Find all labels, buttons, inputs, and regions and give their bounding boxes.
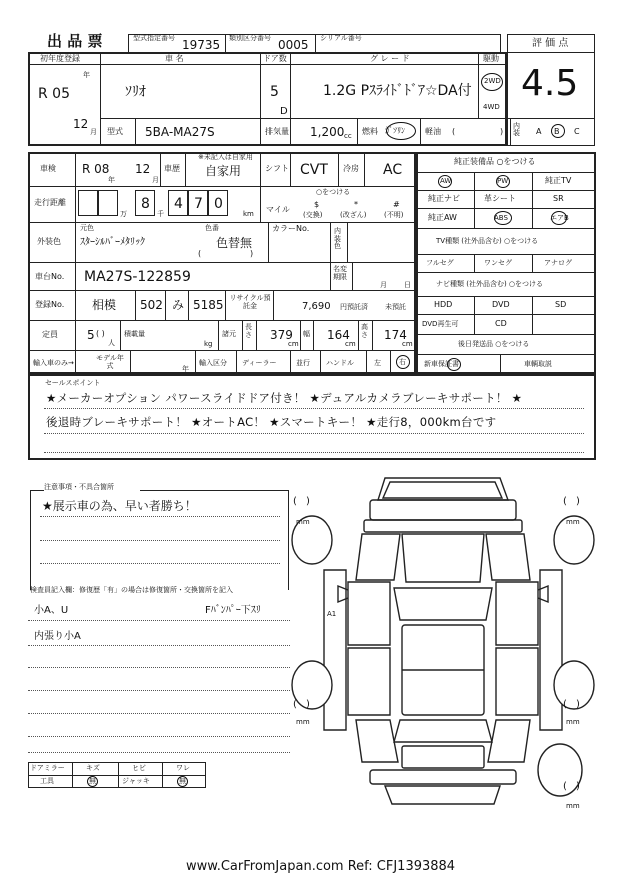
divider (290, 52, 291, 146)
mileage-digit-box: 4 (168, 190, 188, 216)
inspector-label: 検査員記入欄：修復歴「有」の場合は修復箇所・交換箇所を記入 (30, 586, 233, 594)
shift-label: シフト (265, 164, 289, 173)
divider (416, 334, 596, 335)
divider (225, 34, 226, 52)
tv-fullseg: フルセグ (426, 259, 454, 267)
tire-rl-bracket-close: ) (306, 699, 310, 710)
registration-number: 5185 (193, 298, 224, 312)
tire-rl-mm: mm (296, 718, 310, 726)
divider (260, 152, 261, 186)
divider (135, 118, 136, 146)
score-value: 4.5 (521, 63, 579, 104)
navi-dvd: DVD (492, 300, 510, 309)
height-label: 高さ (361, 323, 368, 339)
divider (290, 350, 291, 374)
first-reg-month: 12 (73, 117, 89, 131)
usage-note: ※未記入は自家用 (198, 153, 253, 161)
divider (28, 690, 290, 691)
registration-label: 登録No. (35, 300, 65, 309)
shift-value: CVT (300, 162, 328, 178)
light-oil-paren-close: ) (500, 127, 504, 136)
fuel-label: 燃料 (362, 127, 378, 136)
divider (416, 272, 596, 273)
tire-rr-bracket-close: ) (576, 699, 580, 710)
usage-value: 自家用 (205, 164, 242, 178)
divider (478, 52, 479, 118)
mileage-circle-note: ○をつける (316, 188, 351, 196)
tire-fl-mm: mm (296, 518, 310, 526)
sales-point-line1: ★メーカーオプション パワースライドドア付き！ ★デュアルカメラブレーキサポート！ ★ (46, 391, 523, 405)
divider (352, 262, 353, 290)
interior-label: 内装 (513, 122, 520, 137)
equip-genuine-aw: 純正AW (428, 213, 457, 222)
expiry-month-label: 月 (380, 281, 387, 289)
tire-fl-bracket-close: ) (306, 496, 310, 507)
divider (338, 152, 339, 186)
divider (100, 118, 507, 119)
divider (416, 190, 596, 191)
tamper-label: (改ざん) (340, 211, 367, 219)
divider (416, 314, 596, 315)
load-unit: kg (204, 340, 213, 348)
mileage-digit-box: 0 (208, 190, 228, 216)
damage-mark-a1: A1 (327, 610, 337, 618)
recycle-label: リサイクル預託金 (229, 294, 271, 311)
divider (420, 118, 421, 146)
divider (320, 350, 321, 374)
recycle-status: 円預託済 (340, 303, 368, 311)
divider (130, 350, 131, 374)
drive-2wd: 2WD (484, 77, 501, 85)
width-label: 幅 (303, 330, 310, 338)
legend-crack: ヒビ (132, 764, 146, 772)
divider (28, 713, 290, 714)
tire-rl-bracket-open: ( (293, 699, 297, 710)
divider (290, 152, 291, 186)
expiry-day-label: 日 (404, 281, 411, 289)
capacity-paren: ( ) (96, 329, 105, 338)
navi-dvd-play: DVD再生可 (422, 320, 459, 328)
divider (416, 296, 596, 297)
model-year-label: モデル年式 (96, 354, 124, 371)
divider (532, 296, 533, 334)
legend-tools: 工具 (40, 777, 54, 785)
insp-line1-right: Fﾊﾞﾝﾊﾟｰ下ｽﾘ (205, 605, 261, 616)
caution-line1: ★展示車の為、早い者勝ち！ (42, 499, 197, 513)
equip-airbag: エアB (550, 214, 569, 222)
equip-sr: SR (553, 194, 564, 203)
ac-value: AC (383, 162, 403, 178)
original-color-label: 元色 (80, 224, 94, 232)
interior-color-label: 内装色 (334, 227, 341, 251)
divider (260, 118, 261, 146)
divider (500, 354, 501, 374)
tire-rr-bracket-open: ( (563, 699, 567, 710)
drive-label: 駆動 (483, 54, 499, 63)
light-oil-label: 軽油 (425, 127, 441, 136)
score-label: 評 価 点 (532, 38, 569, 49)
inspection-year: R 08 (82, 162, 110, 176)
sales-point-label: セールスポイント (45, 379, 101, 387)
tv-analog: アナログ (544, 259, 572, 267)
mileage-sen-label: 千 (157, 210, 164, 218)
expiry-label: 名変期限 (333, 265, 347, 281)
divider (128, 34, 129, 52)
color-paren-open: ( (198, 249, 202, 258)
inspection-month-label: 月 (152, 176, 159, 184)
drive-4wd: 4WD (483, 103, 500, 111)
mileage-digit-box (98, 190, 118, 216)
length-cm: cm (288, 340, 299, 348)
car-name-label: 車 名 (165, 54, 184, 63)
divider (28, 350, 416, 351)
divider (416, 354, 596, 355)
divider (390, 350, 391, 374)
divider (315, 34, 316, 52)
length-label: 長さ (245, 323, 252, 339)
tamper-symbol: * (354, 200, 358, 209)
navi-hdd: HDD (434, 300, 453, 309)
tire-fr-bracket-open: ( (563, 496, 567, 507)
first-reg-label: 初年度登録 (40, 54, 80, 63)
navi-header: ナビ種類 (社外品含む) ○をつける (436, 280, 544, 288)
model-type-value: 5BA-MA27S (145, 125, 215, 139)
legend-scratch: キズ (86, 764, 100, 772)
divider (474, 296, 475, 334)
inspection-year-label: 年 (108, 176, 115, 184)
navi-sd: SD (555, 300, 567, 309)
docs-warranty: 新車保証書 (424, 360, 459, 368)
divider (218, 320, 219, 350)
divider (474, 254, 475, 272)
divider (28, 222, 416, 223)
divider (160, 152, 161, 186)
inspection-month: 12 (135, 162, 151, 176)
spare-bracket-close: ) (576, 781, 580, 792)
height-value: 174 (384, 328, 407, 342)
doors-label: ドア数 (263, 54, 287, 63)
divider (260, 186, 261, 222)
divider (236, 350, 237, 374)
model-designation-value: 19735 (182, 38, 221, 52)
repaint-value: 色替無 (216, 236, 253, 250)
fuel-value: ｶﾞｿﾘﾝ (385, 126, 405, 135)
divider (75, 152, 76, 374)
tire-fl-bracket-open: ( (293, 496, 297, 507)
insp-line2: 内張り小A (34, 631, 81, 642)
legend-broken: ワレ (176, 764, 190, 772)
registration-region: 相模 (92, 298, 117, 312)
year-label: 年 (83, 71, 90, 79)
spare-bracket-open: ( (563, 781, 567, 792)
displacement-unit: cc (344, 132, 352, 140)
interior-a: A (536, 127, 542, 136)
displacement-value: 1,200 (310, 125, 345, 139)
genuine-header: 純正装備品 ○をつける (454, 157, 536, 166)
divider (44, 433, 584, 434)
divider (347, 222, 348, 262)
divider (416, 254, 596, 255)
divider (225, 290, 226, 320)
divider (28, 667, 290, 668)
divider (72, 762, 73, 788)
legend-jack: ジャッキ (122, 777, 150, 785)
model-year-unit: 年 (182, 365, 189, 373)
exterior-color-label: 外装色 (37, 237, 61, 246)
doors-type: D (280, 106, 288, 117)
divider (195, 350, 196, 374)
unknown-symbol: # (393, 200, 400, 209)
mile-label: マイル (266, 205, 290, 214)
import-label: 輸入車のみ→ (33, 359, 74, 367)
color-value: ｽﾀｰｼﾙﾊﾞｰﾒﾀﾘｯｸ (80, 237, 145, 248)
legend-door-mirror: ドアミラー (30, 764, 65, 772)
divider (364, 152, 365, 186)
divider (28, 290, 416, 291)
import-division-label: 輸入区分 (199, 359, 227, 367)
divider (120, 320, 121, 350)
serial-label: シリアル番号 (320, 34, 362, 42)
caution-label: 注意事項・不具合箇所 (44, 483, 114, 491)
divider (28, 262, 416, 263)
divider (357, 118, 358, 146)
divider (268, 222, 269, 262)
divider (185, 152, 186, 186)
car-name-value: ｿﾘｵ (125, 84, 146, 100)
divider (416, 172, 596, 173)
color-no-label: カラーNo. (272, 224, 310, 233)
displacement-label: 排気量 (265, 127, 289, 136)
equip-genuine-tv: 純正TV (545, 176, 572, 185)
mileage-digit-box: 7 (188, 190, 208, 216)
equip-genuine-navi: 純正ナビ (428, 194, 460, 203)
dims-label: 諸元 (222, 330, 236, 338)
category-value: 0005 (278, 38, 309, 52)
divider (532, 172, 533, 228)
light-oil-paren-open: ( (452, 127, 456, 136)
equip-pw: PW (497, 177, 509, 185)
divider (474, 172, 475, 228)
import-dealer: ディーラー (242, 359, 277, 367)
divider (135, 290, 136, 320)
divider (358, 320, 359, 350)
tire-rr-mm: mm (566, 718, 580, 726)
registration-kana: み (172, 298, 185, 312)
divider (242, 320, 243, 350)
divider (416, 228, 596, 229)
sales-point-line2: 後退時ブレーキサポート！ ★オートAC！ ★スマートキー！ ★走行8，000km台です (46, 415, 497, 429)
first-reg-year: R 05 (38, 86, 70, 102)
divider (273, 290, 274, 320)
interior-b: B (554, 127, 560, 136)
import-parallel: 並行 (296, 359, 310, 367)
length-value: 379 (270, 328, 293, 342)
mileage-label: 走行距離 (34, 198, 66, 207)
legend-tools-mark: 無 (89, 777, 96, 785)
usage-label: 車歴 (164, 164, 180, 173)
divider (500, 34, 501, 52)
divider (140, 490, 288, 491)
exchange-label: (交換) (303, 211, 323, 219)
divider (28, 736, 290, 737)
footer-reference: www.CarFromJapan.com Ref: CFJ1393884 (186, 859, 456, 874)
divider (28, 752, 290, 753)
mileage-unit: km (243, 210, 254, 218)
ac-label: 冷房 (343, 164, 359, 173)
divider (118, 762, 119, 788)
divider (28, 645, 290, 646)
divider (188, 290, 189, 320)
divider (40, 563, 280, 564)
divider (44, 452, 584, 453)
registration-class: 502 (140, 298, 163, 312)
divider (330, 222, 331, 290)
divider (30, 490, 44, 491)
header-top-line (128, 34, 500, 35)
divider (260, 52, 261, 118)
tv-header: TV種類 (社外品含む) ○をつける (436, 237, 539, 245)
divider (162, 762, 163, 788)
divider (313, 320, 314, 350)
tv-oneseg: ワンセグ (484, 259, 512, 267)
width-value: 164 (327, 328, 350, 342)
divider (416, 208, 596, 209)
divider (300, 320, 301, 350)
width-cm: cm (345, 340, 356, 348)
divider (100, 52, 101, 146)
grade-label: グ レ ー ド (370, 54, 410, 63)
tire-fr-bracket-close: ) (576, 496, 580, 507)
chassis-label: 車台No. (35, 272, 65, 281)
divider (532, 254, 533, 272)
divider (28, 620, 290, 621)
not-deposited: 未預託 (385, 303, 406, 311)
recycle-value: 7,690 (302, 301, 331, 312)
insp-line1-left: 小A、U (34, 605, 69, 616)
color-paren-close: ) (250, 249, 254, 258)
color-code-label: 色番 (205, 224, 219, 232)
handle-left: 左 (374, 359, 381, 367)
divider (256, 320, 257, 350)
equip-abs: ABS (494, 214, 508, 222)
unknown-label: (不明) (384, 211, 404, 219)
interior-c: C (574, 127, 580, 136)
height-cm: cm (402, 340, 413, 348)
model-type-label: 型式 (107, 127, 123, 136)
spare-mm: mm (566, 802, 580, 810)
month-label: 月 (90, 128, 97, 136)
divider (44, 408, 584, 409)
model-designation-label: 型式指定番号 (133, 34, 175, 42)
handle-label: ハンドル (326, 359, 354, 367)
doors-value: 5 (270, 84, 279, 100)
equip-leather: 革シート (484, 194, 516, 203)
divider (507, 52, 595, 53)
equip-aw: AW (440, 177, 452, 185)
docs-header: 後日発送品 ○をつける (458, 340, 530, 348)
mileage-digit-box (78, 190, 98, 216)
divider (40, 516, 280, 517)
navi-cd: CD (495, 319, 507, 328)
mileage-digit-box: 8 (135, 190, 155, 216)
tire-fr-mm: mm (566, 518, 580, 526)
legend-jack-mark: 無 (179, 777, 186, 785)
mileage-man-label: 万 (120, 210, 127, 218)
divider (28, 186, 416, 187)
exchange-symbol: $ (314, 200, 320, 209)
divider (288, 490, 289, 590)
capacity-label: 定員 (42, 330, 58, 339)
category-label: 類別区分番号 (229, 34, 271, 42)
page-title: 出 品 票 (47, 32, 103, 50)
capacity-unit: 人 (108, 339, 115, 347)
divider (372, 320, 373, 350)
grade-value: 1.2G Pｽﾗｲﾄﾞﾄﾞｱ☆DA付 (323, 83, 472, 99)
inspection-label: 車検 (40, 164, 56, 173)
divider (40, 540, 280, 541)
car-damage-diagram (290, 470, 596, 810)
load-label: 積載量 (124, 330, 145, 338)
handle-right: 右 (399, 358, 406, 366)
divider (165, 290, 166, 320)
chassis-value: MA27S-122859 (84, 269, 191, 285)
docs-manual: 車輌取説 (524, 360, 552, 368)
divider (366, 350, 367, 374)
capacity-value: 5 (87, 328, 95, 342)
